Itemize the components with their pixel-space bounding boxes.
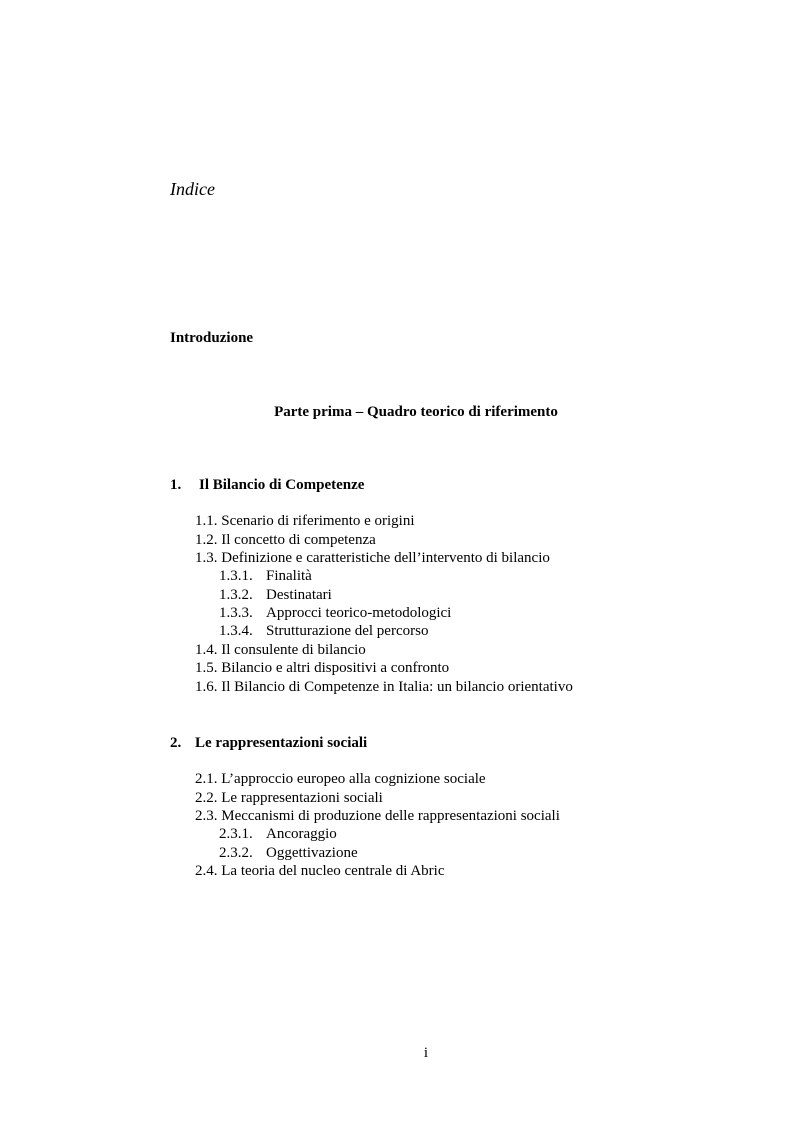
toc-entry: 2.3. Meccanismi di produzione delle rappresentazioni sociali (195, 808, 560, 824)
toc-entry: 1.1. Scenario di riferimento e origini (195, 513, 415, 529)
subentry-number: 1.3.3. (219, 605, 253, 621)
toc-subentry (219, 567, 312, 585)
toc-entry: 1.2. Il concetto di competenza (195, 532, 376, 548)
page-number: i (423, 1045, 429, 1061)
subentry-text: Strutturazione del percorso (266, 623, 429, 639)
subentry-text: Destinatari (266, 587, 332, 603)
subentry-text: Approcci teorico-metodologici (266, 605, 452, 621)
page-title: Indice (170, 179, 215, 199)
subentry-number: 1.3.2. (219, 587, 253, 603)
chapter-heading-2 (170, 734, 367, 752)
subentry-number: 1.3.4. (219, 623, 253, 639)
chapter-number: 1. (170, 477, 182, 493)
toc-entry: 2.1. L’approccio europeo alla cognizione sociale (195, 771, 486, 787)
subentry-text: Oggettivazione (266, 845, 358, 861)
subentry-text: Finalità (266, 568, 312, 584)
chapter-title: Le rappresentazioni sociali (195, 735, 368, 751)
toc-entry: 1.3. Definizione e caratteristiche dell’intervento di bilancio (195, 550, 550, 566)
toc-subentry (219, 586, 332, 604)
toc-entry: 1.4. Il consulente di bilancio (195, 642, 366, 658)
subentry-number: 1.3.1. (219, 568, 253, 584)
toc-entry: 1.6. Il Bilancio di Competenze in Italia: un bilancio orientativo (195, 679, 573, 695)
toc-entry: 1.5. Bilancio e altri dispositivi a confronto (195, 660, 450, 676)
chapter-title: Il Bilancio di Competenze (199, 477, 365, 493)
toc-subentry (219, 825, 337, 843)
part-heading: Parte prima – Quadro teorico di riferimento (274, 404, 558, 420)
subentry-text: Ancoraggio (266, 826, 337, 842)
toc-subentry (219, 622, 428, 640)
toc-subentry (219, 604, 451, 622)
toc-subentry (219, 844, 358, 862)
subentry-number: 2.3.2. (219, 845, 253, 861)
chapter-heading-1 (170, 476, 364, 494)
chapter-number: 2. (170, 735, 182, 751)
toc-entry: 2.4. La teoria del nucleo centrale di Abric (195, 863, 445, 879)
toc-entry-introduction: Introduzione (170, 330, 254, 346)
subentry-number: 2.3.1. (219, 826, 253, 842)
toc-entry: 2.2. Le rappresentazioni sociali (195, 790, 383, 806)
